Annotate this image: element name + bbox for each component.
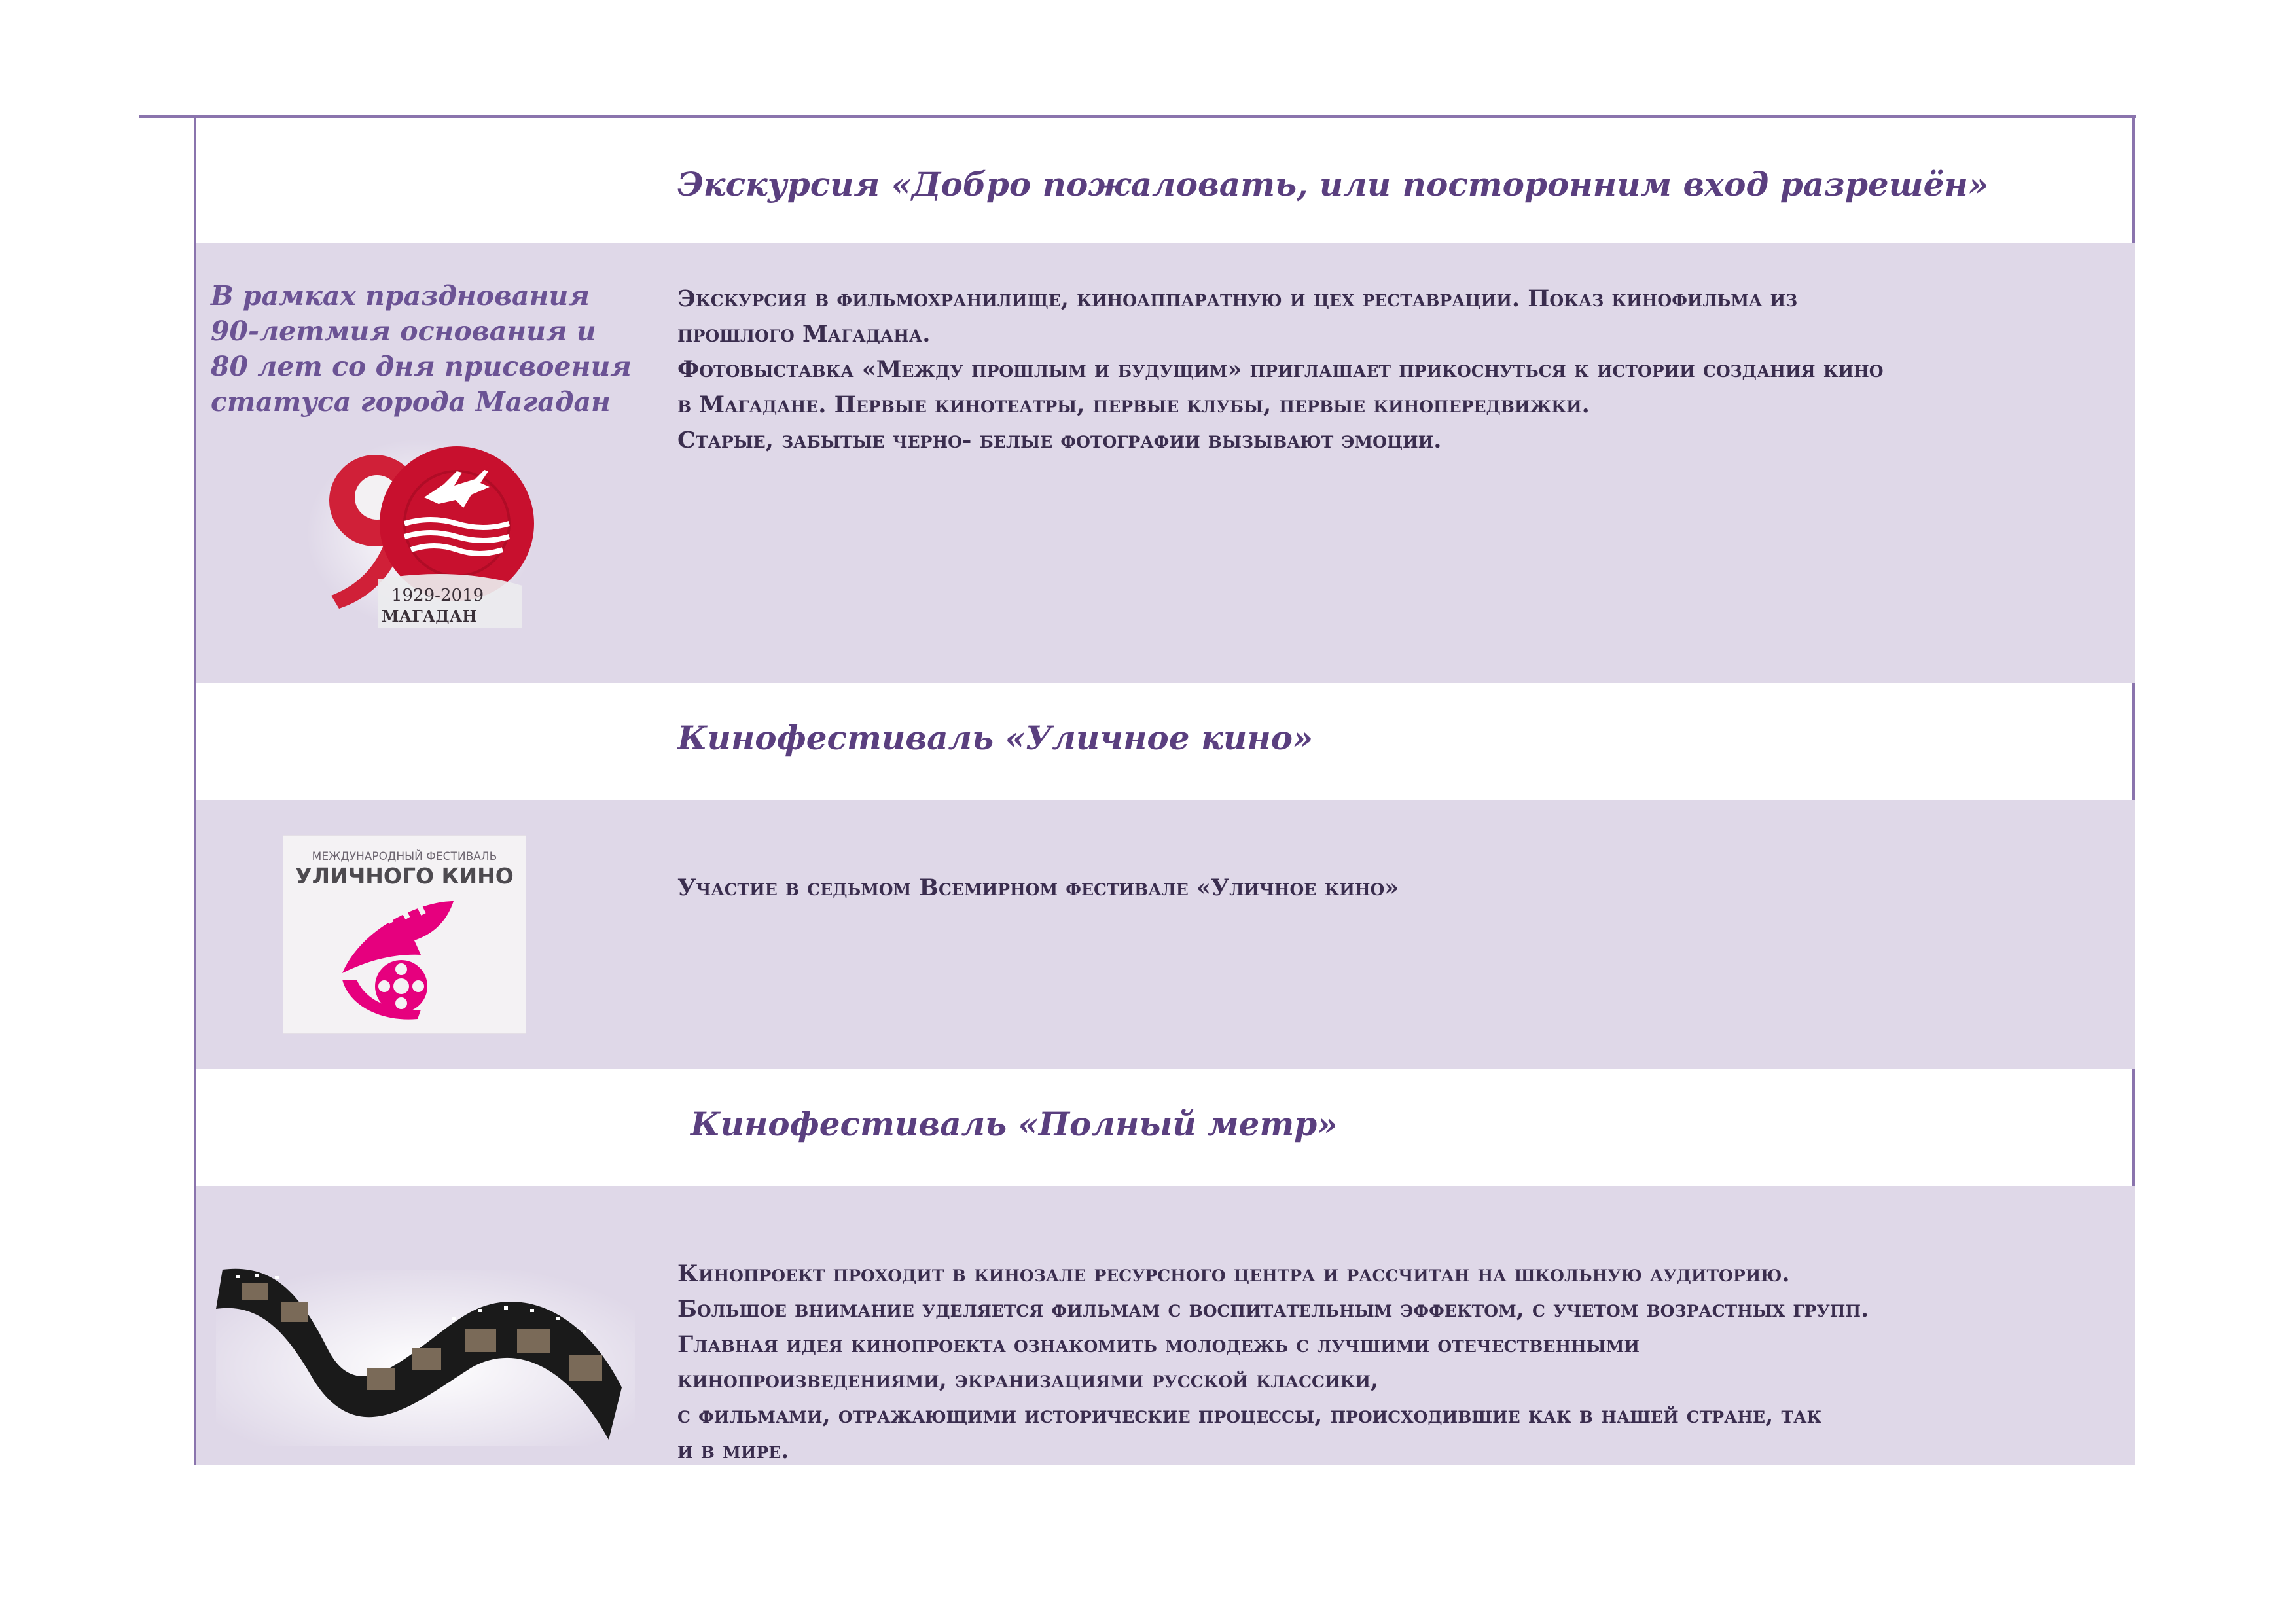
- anniversary-note: В рамках празднования 90-летмия основания и 80 лет со дня присвоения статуса города Магадан: [211, 280, 632, 418]
- section1-line: прошлого Магадана.: [677, 321, 931, 348]
- section1-description: [677, 281, 2130, 458]
- section3-line: Большое внимание уделяется фильмам с воспитательным эффектом, с учетом возрастных групп.: [677, 1296, 1869, 1323]
- film-reel-icon: [323, 888, 486, 1026]
- section1-line: Экскурсия в фильмохранилище, киноаппаратную и цех реставрации. Показ кинофильма из: [677, 285, 1798, 312]
- section2-line: Участие в седьмом Всемирном фестивале «Уличное кино»: [677, 874, 1399, 901]
- film-strip-image-icon: [216, 1257, 635, 1453]
- section1-line: Фотовыставка «Между прошлым и будущим» приглашает прикоснуться к истории создания кино: [677, 356, 1884, 383]
- section3-line: кинопроизведениями, экранизациями русской классики,: [677, 1366, 1379, 1393]
- logo-years: 1929-2019: [391, 586, 484, 605]
- section3-description: [677, 1257, 2130, 1469]
- section2-heading: Кинофестиваль «Уличное кино»: [677, 719, 1314, 757]
- section1-line: в Магадане. Первые кинотеатры, первые клубы, первые кинопередвижки.: [677, 391, 1590, 418]
- section3-line: Кинопроект проходит в кинозале ресурсного центра и рассчитан на школьную аудиторию.: [677, 1260, 1790, 1287]
- section2-description: [677, 870, 2130, 906]
- section1-heading: Экскурсия «Добро пожаловать, или посторонним вход разрешён»: [677, 165, 1989, 204]
- section1-line: Старые, забытые черно- белые фотографии вызывают эмоции.: [677, 427, 1442, 454]
- section3-line: с фильмами, отражающими исторические процессы, происходившие как в нашей стране, так: [677, 1402, 1822, 1429]
- magadan-90-anniversary-logo-icon: [300, 432, 535, 628]
- section3-line: Главная идея кинопроекта ознакомить молодежь с лучшими отечественными: [677, 1331, 1640, 1358]
- section3-heading: Кинофестиваль «Полный метр»: [691, 1105, 1338, 1143]
- logo-city: МАГАДАН: [382, 607, 477, 626]
- festival-logo-title: УЛИЧНОГО КИНО: [295, 863, 514, 889]
- street-cinema-festival-logo-icon: [283, 835, 526, 1034]
- festival-logo-subtitle: МЕЖДУНАРОДНЫЙ ФЕСТИВАЛЬ: [312, 850, 497, 863]
- section3-line: и в мире.: [677, 1437, 789, 1464]
